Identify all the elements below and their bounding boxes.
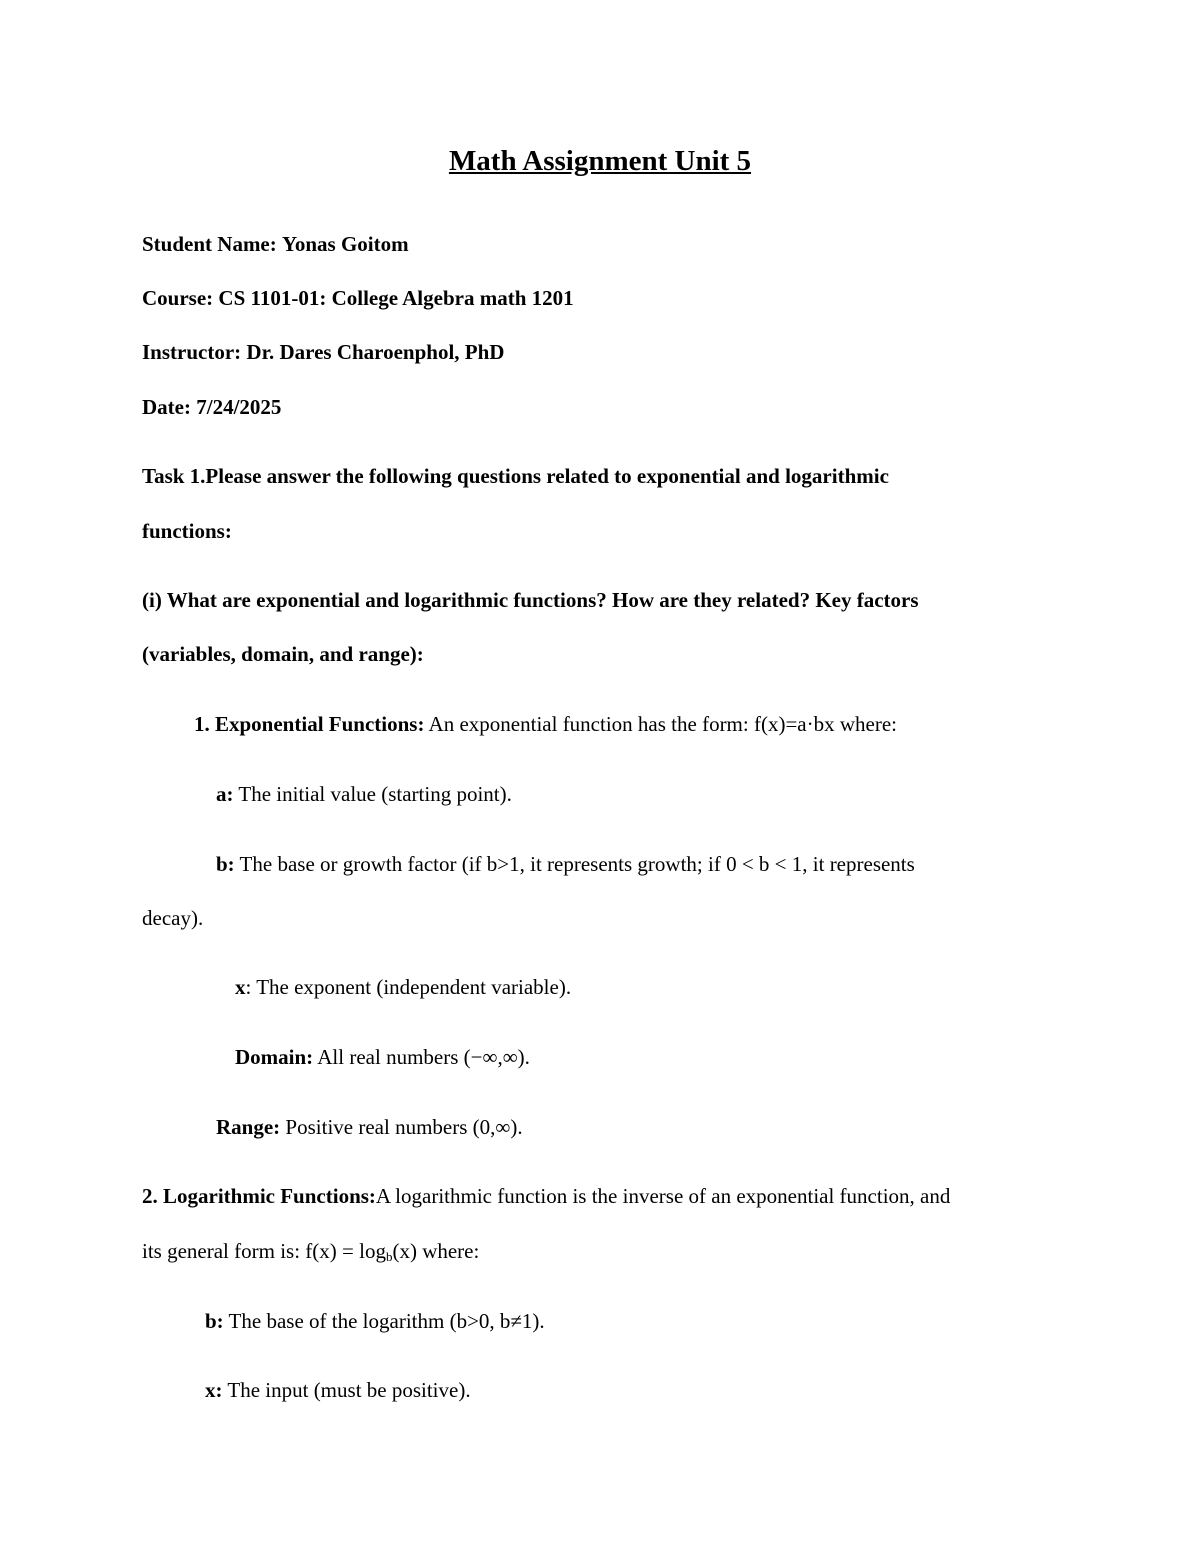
document-title: Math Assignment Unit 5 (448, 145, 752, 177)
exp-b-text-1: The base or growth factor (if b>1, it represents growth; if 0 < b < 1, it represents (234, 852, 915, 876)
instructor-line (142, 338, 504, 366)
exp-domain-line (235, 1043, 530, 1071)
logarithmic-intro-2-pre: its general form is: f(x) = log (142, 1239, 386, 1263)
task1-line2 (142, 517, 232, 545)
logarithmic-intro-line2 (142, 1237, 479, 1265)
log-x-line (205, 1376, 471, 1404)
exp-b-label: b: (216, 852, 235, 876)
exp-b-text-2: decay). (142, 906, 204, 930)
task1-text-2: functions: (142, 519, 232, 543)
exponential-heading: 1. Exponential Functions: (194, 712, 425, 736)
logarithmic-heading: 2. Logarithmic Functions: (142, 1184, 376, 1208)
exp-range-line (216, 1113, 523, 1141)
exp-domain-label: Domain: (235, 1045, 314, 1069)
exp-range-label: Range: (216, 1115, 281, 1139)
student-name-line (142, 230, 409, 258)
log-x-label: x: (205, 1378, 223, 1402)
question-i-text-1: (i) What are exponential and logarithmic functions? How are they related? Key factors (142, 588, 919, 612)
question-i-text-2: (variables, domain, and range): (142, 642, 424, 666)
date-label: Date: (142, 395, 191, 419)
log-b-line (205, 1307, 545, 1335)
exp-a-text: The initial value (starting point). (233, 782, 512, 806)
exp-x-label: x (235, 975, 246, 999)
instructor-label: Instructor: (142, 340, 242, 364)
course-label: Course: (142, 286, 214, 310)
exp-a-line (216, 780, 512, 808)
logarithmic-intro-1: A logarithmic function is the inverse of an exponential function, and (375, 1184, 951, 1208)
course-value: CS 1101-01: College Algebra math 1201 (218, 286, 574, 310)
exponential-heading-line (194, 710, 897, 738)
date-value: 7/24/2025 (196, 395, 282, 419)
student-name-value: Yonas Goitom (282, 232, 409, 256)
question-i-line2 (142, 640, 424, 668)
log-b-label: b: (205, 1309, 224, 1333)
logarithmic-intro-2-post: (x) where: (392, 1239, 480, 1263)
exp-b-line (216, 850, 915, 878)
task1-text-1: Task 1.Please answer the following questions related to exponential and logarithmic (142, 464, 889, 488)
student-name-label: Student Name: (142, 232, 277, 256)
course-line (142, 284, 574, 312)
exp-range-text: Positive real numbers (0,∞). (280, 1115, 523, 1139)
exp-b-line2 (142, 904, 203, 932)
date-line (142, 393, 281, 421)
exp-domain-text: All real numbers (−∞,∞). (313, 1045, 530, 1069)
instructor-value: Dr. Dares Charoenphol, PhD (246, 340, 505, 364)
exp-x-text: : The exponent (independent variable). (245, 975, 572, 999)
exp-x-line (235, 973, 571, 1001)
log-x-text: The input (must be positive). (222, 1378, 471, 1402)
task1-line1 (142, 462, 889, 490)
question-i-line1 (142, 586, 919, 614)
log-base-subscript: b (385, 1249, 393, 1264)
exp-a-label: a: (216, 782, 234, 806)
logarithmic-heading-line (142, 1182, 950, 1210)
log-b-text: The base of the logarithm (b>0, b≠1). (223, 1309, 545, 1333)
exponential-intro: An exponential function has the form: f(x)=a·bx where: (424, 712, 897, 736)
